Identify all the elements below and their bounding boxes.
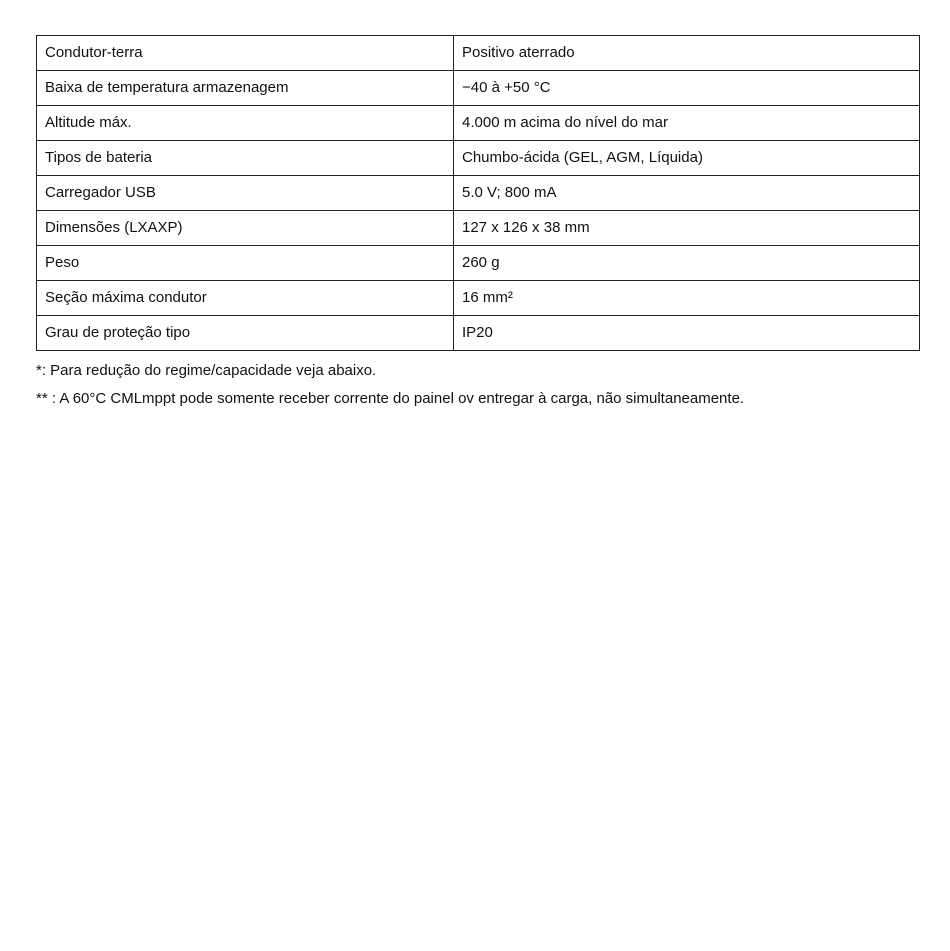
row-value: 16 mm² xyxy=(454,281,920,316)
table-row xyxy=(37,211,920,246)
table-row xyxy=(37,106,920,141)
row-label: Tipos de bateria xyxy=(37,141,454,176)
table-row xyxy=(37,281,920,316)
row-label: Altitude máx. xyxy=(37,106,454,141)
table-row xyxy=(37,246,920,281)
table-row xyxy=(37,36,920,71)
row-label: Carregador USB xyxy=(37,176,454,211)
table-row xyxy=(37,141,920,176)
row-value: Positivo aterrado xyxy=(454,36,920,71)
row-value: 5.0 V; 800 mA xyxy=(454,176,920,211)
table-row xyxy=(37,176,920,211)
footnote-1: *: Para redução do regime/capacidade veja abaixo. xyxy=(36,362,377,379)
row-label: Seção máxima condutor xyxy=(37,281,454,316)
row-value: −40 à +50 °C xyxy=(454,71,920,106)
row-label: Condutor-terra xyxy=(37,36,454,71)
table-row xyxy=(37,316,920,351)
table-row xyxy=(37,71,920,106)
footnote-2: ** : A 60°C CMLmppt pode somente receber corrente do painel ov entregar à carga, não simultaneamente. xyxy=(36,390,745,407)
spec-table xyxy=(36,35,920,351)
row-value: Chumbo-ácida (GEL, AGM, Líquida) xyxy=(454,141,920,176)
row-label: Dimensões (LXAXP) xyxy=(37,211,454,246)
row-label: Peso xyxy=(37,246,454,281)
row-value: 260 g xyxy=(454,246,920,281)
document-page xyxy=(36,35,919,413)
row-label: Baixa de temperatura armazenagem xyxy=(37,71,454,106)
row-value: IP20 xyxy=(454,316,920,351)
row-value: 4.000 m acima do nível do mar xyxy=(454,106,920,141)
row-value: 127 x 126 x 38 mm xyxy=(454,211,920,246)
row-label: Grau de proteção tipo xyxy=(37,316,454,351)
footnotes xyxy=(36,357,919,413)
